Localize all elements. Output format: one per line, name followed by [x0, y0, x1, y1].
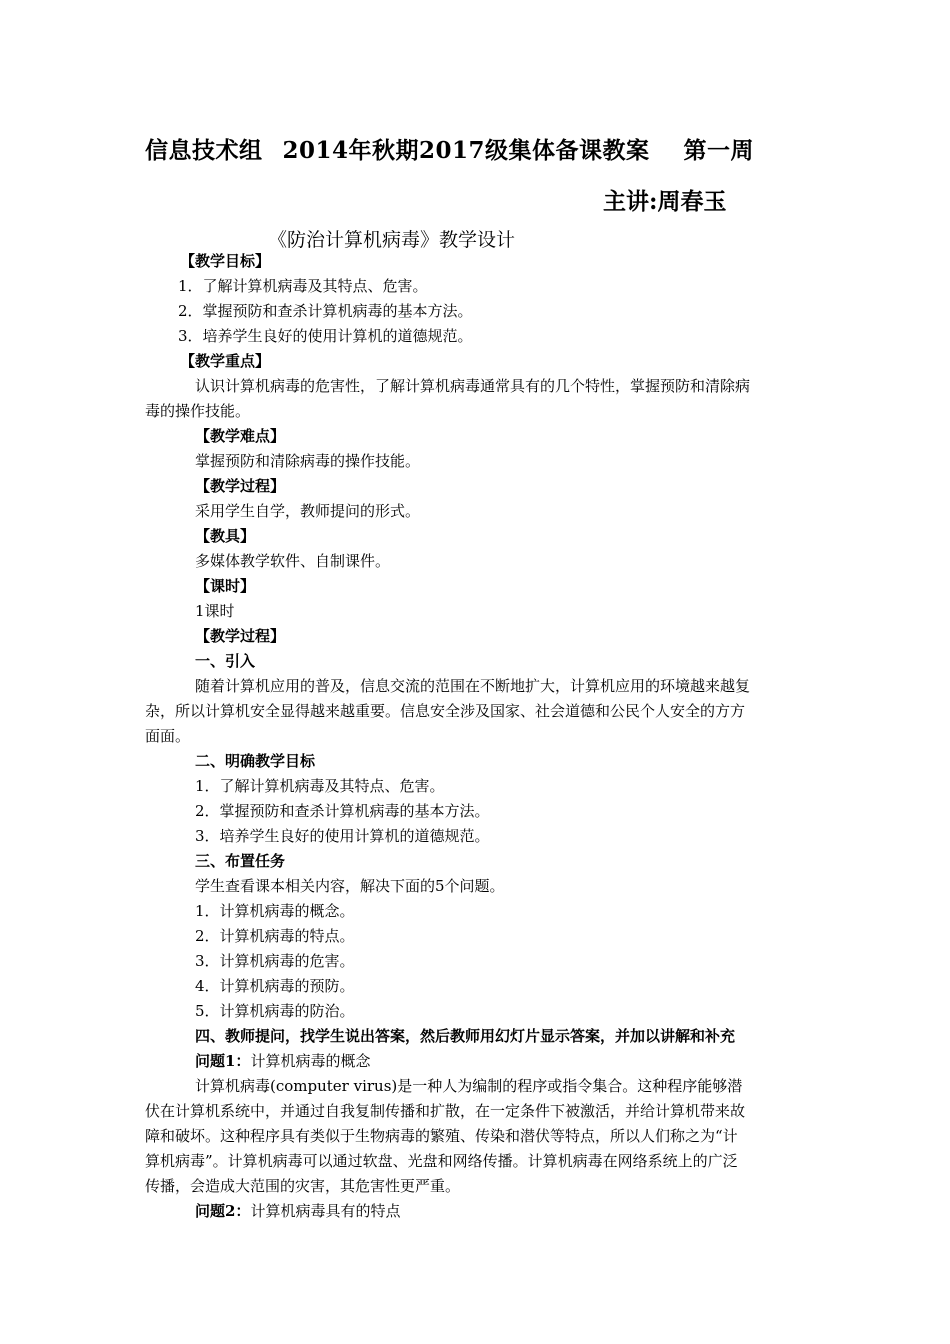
- intro-text-line: 面面。: [145, 727, 191, 745]
- intro-heading: 一、引入: [195, 652, 256, 670]
- difficulty-text: 掌握预防和清除病毒的操作技能。: [195, 452, 421, 470]
- answer-1-line: 计算机病毒(computer virus)是一种人为编制的程序或指令集合。这种程序能够潜: [195, 1077, 743, 1095]
- hours-text: 1课时: [195, 602, 235, 620]
- hours-heading: 【课时】: [195, 577, 256, 595]
- task-item: 3．计算机病毒的危害。: [195, 952, 355, 970]
- tasks-heading: 三、布置任务: [195, 852, 286, 870]
- objective-item: 2．掌握预防和查杀计算机病毒的基本方法。: [178, 302, 473, 320]
- objectives-heading: 【教学目标】: [180, 252, 271, 270]
- tools-heading: 【教具】: [195, 527, 256, 545]
- goals-heading: 二、明确教学目标: [195, 752, 316, 770]
- tasks-intro: 学生查看课本相关内容，解决下面的5个问题。: [195, 877, 505, 895]
- goal-item: 2．掌握预防和查杀计算机病毒的基本方法。: [195, 802, 490, 820]
- task-item: 4．计算机病毒的预防。: [195, 977, 355, 995]
- answer-1-line: 传播，会造成大范围的灾害，其危害性更严重。: [145, 1177, 461, 1195]
- answer-1-line: 算机病毒”。计算机病毒可以通过软盘、光盘和网络传播。计算机病毒在网络系统上的广泛: [145, 1152, 738, 1170]
- focus-heading: 【教学重点】: [180, 352, 271, 370]
- goal-item: 3．培养学生良好的使用计算机的道德规范。: [195, 827, 490, 845]
- answer-1-line: 障和破坏。这种程序具有类似于生物病毒的繁殖、传染和潜伏等特点，所以人们称之为“计: [145, 1127, 738, 1145]
- task-item: 1．计算机病毒的概念。: [195, 902, 355, 920]
- week-label: 第一周: [683, 137, 755, 164]
- question-2-text: 计算机病毒具有的特点: [250, 1202, 401, 1220]
- question-2-label: 问题2：: [195, 1202, 251, 1220]
- difficulty-heading: 【教学难点】: [195, 427, 286, 445]
- intro-text-line: 杂，所以计算机安全显得越来越重要。信息安全涉及国家、社会道德和公民个人安全的方方: [145, 702, 746, 720]
- question-1-label: 问题1：: [195, 1052, 251, 1070]
- focus-text-line: 认识计算机病毒的危害性，了解计算机病毒通常具有的几个特性，掌握预防和清除病: [195, 377, 751, 395]
- objective-item: 3．培养学生良好的使用计算机的道德规范。: [178, 327, 473, 345]
- method-heading: 【教学过程】: [195, 477, 286, 495]
- tools-text: 多媒体教学软件、自制课件。: [195, 552, 391, 570]
- question-1-text: 计算机病毒的概念: [250, 1052, 371, 1070]
- goal-item: 1．了解计算机病毒及其特点、危害。: [195, 777, 445, 795]
- intro-text-line: 随着计算机应用的普及，信息交流的范围在不断地扩大，计算机应用的环境越来越复: [195, 677, 751, 695]
- question-2: [195, 1199, 400, 1223]
- task-item: 5．计算机病毒的防治。: [195, 1002, 355, 1020]
- term-label: 2014年秋期2017级集体备课教案: [282, 137, 650, 164]
- header-title: [145, 132, 754, 165]
- objective-item: 1．了解计算机病毒及其特点、危害。: [178, 277, 428, 295]
- answer-1-line: 伏在计算机系统中，并通过自我复制传播和扩散，在一定条件下被激活，并给计算机带来故: [145, 1102, 746, 1120]
- document-title: 《防治计算机病毒》教学设计: [268, 229, 516, 251]
- method-text: 采用学生自学，教师提问的形式。: [195, 502, 421, 520]
- qa-heading: 四、教师提问，找学生说出答案，然后教师用幻灯片显示答案，并加以讲解和补充: [195, 1027, 736, 1045]
- focus-text-line: 毒的操作技能。: [145, 402, 251, 420]
- task-item: 2．计算机病毒的特点。: [195, 927, 355, 945]
- lecturer-label: 主讲:周春玉: [603, 188, 727, 215]
- question-1: [195, 1049, 370, 1073]
- group-name: 信息技术组: [145, 137, 263, 164]
- process-heading: 【教学过程】: [195, 627, 286, 645]
